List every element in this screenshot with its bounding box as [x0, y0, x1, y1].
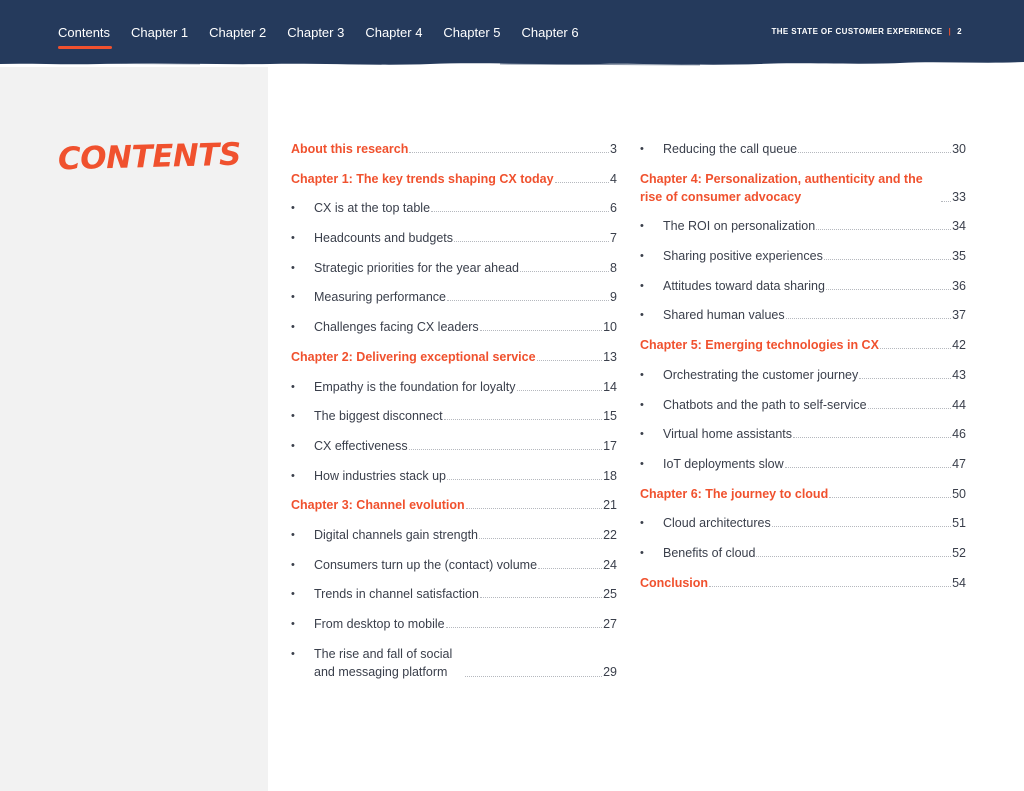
toc-section-link[interactable]	[291, 288, 617, 306]
toc-section-link[interactable]	[640, 306, 966, 324]
toc-chapter-link[interactable]	[291, 348, 617, 366]
toc-entry-label: • CX is at the top table	[314, 201, 431, 216]
tab-contents[interactable]: Contents	[58, 25, 110, 46]
toc-dot-leader	[816, 229, 951, 230]
tab-chapter-3[interactable]: Chapter 3	[287, 25, 345, 40]
toc-entry-label: Chapter 6: The journey to cloud	[640, 486, 829, 501]
brush-stroke-divider	[0, 58, 1024, 67]
toc-page-number: 25	[603, 587, 617, 602]
toc-page-number: 22	[603, 527, 617, 542]
toc-dot-leader	[409, 449, 603, 450]
chapter-tabs	[58, 25, 600, 46]
toc-dot-leader	[447, 300, 609, 301]
toc-page-number: 51	[952, 516, 966, 531]
toc-entry-label: • Challenges facing CX leaders	[314, 320, 479, 335]
document-title-text: THE STATE OF CUSTOMER EXPERIENCE	[771, 27, 943, 36]
toc-page-number: 14	[603, 379, 617, 394]
toc-section-link[interactable]	[291, 407, 617, 425]
toc-entry-label: • Reducing the call queue	[663, 142, 798, 156]
toc-page-number: 9	[610, 290, 617, 305]
toc-entry-label: • Benefits of cloud	[663, 545, 756, 560]
toc-section-link[interactable]	[291, 556, 617, 574]
toc-entry-label: • Chatbots and the path to self-service	[663, 397, 867, 412]
toc-chapter-link[interactable]	[640, 336, 966, 354]
toc-dot-leader	[798, 152, 951, 153]
toc-dot-leader	[537, 360, 603, 361]
toc-dot-leader	[709, 586, 951, 587]
toc-dot-leader	[465, 676, 602, 677]
toc-chapter-link[interactable]	[640, 170, 966, 206]
toc-section-link[interactable]	[291, 526, 617, 544]
toc-dot-leader	[517, 390, 603, 391]
page-title: CONTENTS	[57, 136, 242, 178]
toc-dot-leader	[880, 348, 951, 349]
toc-chapter-link[interactable]	[291, 170, 617, 188]
tab-chapter-1[interactable]: Chapter 1	[131, 25, 189, 40]
toc-dot-leader	[829, 497, 951, 498]
toc-entry-label: Conclusion	[640, 575, 709, 590]
toc-dot-leader	[431, 211, 609, 212]
toc-page-number: 42	[952, 338, 966, 353]
toc-dot-leader	[520, 271, 609, 272]
toc-entry-label: Chapter 3: Channel evolution	[291, 498, 465, 513]
toc-section-link[interactable]	[291, 437, 617, 455]
toc-page-number: 21	[603, 498, 617, 513]
toc-dot-leader	[555, 182, 609, 183]
toc-page-number: 13	[603, 349, 617, 364]
title-separator: |	[948, 27, 952, 36]
toc-entry-label: • Orchestrating the customer journey	[663, 367, 859, 382]
toc-chapter-link[interactable]	[640, 574, 966, 592]
toc-page-number: 7	[610, 231, 617, 246]
toc-dot-leader	[756, 556, 951, 557]
toc-page-number: 30	[952, 142, 966, 156]
tab-chapter-5[interactable]: Chapter 5	[443, 25, 501, 40]
toc-section-link[interactable]	[291, 467, 617, 485]
toc-page-number: 54	[952, 575, 966, 590]
toc-section-link[interactable]	[640, 514, 966, 532]
toc-dot-leader	[941, 201, 951, 202]
toc-page-number: 15	[603, 409, 617, 424]
toc-entry-label: Chapter 4: Personalization, authenticity and the rise of consumer advocacy	[640, 171, 923, 204]
toc-entry-label: • The ROI on personalization	[663, 219, 816, 234]
toc-entry-label: • IoT deployments slow	[663, 456, 784, 471]
toc-section-link[interactable]	[291, 229, 617, 247]
toc-section-link[interactable]	[640, 366, 966, 384]
toc-page-number: 33	[952, 189, 966, 204]
toc-column-left	[291, 140, 617, 692]
toc-page-number: 36	[952, 278, 966, 293]
toc-entry-label: • Consumers turn up the (contact) volume	[314, 557, 538, 572]
page-number: 2	[957, 27, 962, 36]
toc-entry-label: • The rise and fall of social and messaging platform	[314, 646, 453, 679]
toc-page-number: 8	[610, 260, 617, 275]
toc-entry-label: • Digital channels gain strength	[314, 527, 478, 542]
toc-entry-label: • Strategic priorities for the year ahead	[314, 260, 519, 275]
toc-section-link[interactable]	[291, 199, 617, 217]
toc-dot-leader	[538, 568, 602, 569]
toc-section-link[interactable]	[640, 247, 966, 265]
toc-dot-leader	[479, 538, 602, 539]
toc-dot-leader	[868, 408, 952, 409]
toc-dot-leader	[409, 152, 609, 153]
toc-section-link[interactable]	[291, 378, 617, 396]
toc-dot-leader	[793, 437, 951, 438]
toc-entry-label: • Attitudes toward data sharing	[663, 278, 825, 293]
toc-page-number: 35	[952, 249, 966, 264]
toc-dot-leader	[480, 597, 602, 598]
toc-entry-label: • Sharing positive experiences	[663, 249, 823, 264]
toc-entry-label: • How industries stack up	[314, 468, 447, 483]
document-title	[771, 27, 962, 36]
toc-page-number: 46	[952, 427, 966, 442]
tab-chapter-6[interactable]: Chapter 6	[521, 25, 579, 40]
toc-entry-label: • Trends in channel satisfaction	[314, 587, 479, 602]
toc-entry-label: • From desktop to mobile	[314, 617, 445, 631]
toc-dot-leader	[859, 378, 951, 379]
toc-chapter-link[interactable]	[640, 485, 966, 503]
toc-dot-leader	[480, 330, 602, 331]
tab-chapter-2[interactable]: Chapter 2	[209, 25, 267, 40]
toc-page-number: 18	[603, 468, 617, 483]
toc-section-link[interactable]	[291, 615, 617, 633]
toc-dot-leader	[826, 289, 951, 290]
toc-entry-label: Chapter 2: Delivering exceptional service	[291, 349, 536, 364]
toc-dot-leader	[444, 419, 603, 420]
toc-page-number: 24	[603, 557, 617, 572]
toc-page-number: 10	[603, 320, 617, 335]
toc-dot-leader	[772, 526, 951, 527]
toc-entry-label: About this research	[291, 142, 409, 156]
toc-entry-label: Chapter 1: The key trends shaping CX today	[291, 171, 554, 186]
toc-dot-leader	[786, 318, 951, 319]
toc-entry-label: • Shared human values	[663, 308, 785, 323]
toc-entry-label: • Empathy is the foundation for loyalty	[314, 379, 516, 394]
toc-dot-leader	[466, 508, 602, 509]
toc-page-number: 17	[603, 438, 617, 453]
toc-entry-label: • Cloud architectures	[663, 516, 771, 531]
toc-entry-label: Chapter 5: Emerging technologies in CX	[640, 338, 879, 353]
toc-page-number: 47	[952, 456, 966, 471]
toc-page-number: 4	[610, 171, 617, 186]
toc-entry-label: • Virtual home assistants	[663, 427, 792, 442]
toc-dot-leader	[824, 259, 951, 260]
toc-section-link[interactable]	[640, 544, 966, 562]
toc-section-link[interactable]	[291, 645, 617, 681]
toc-section-link[interactable]	[640, 140, 966, 158]
toc-page-number: 37	[952, 308, 966, 323]
toc-section-link[interactable]	[640, 217, 966, 235]
toc-section-link[interactable]	[640, 425, 966, 443]
toc-page-number: 34	[952, 219, 966, 234]
toc-page-number: 50	[952, 486, 966, 501]
toc-column-right	[640, 140, 966, 603]
toc-section-link[interactable]	[640, 277, 966, 295]
toc-section-link[interactable]	[640, 455, 966, 473]
toc-page-number: 43	[952, 367, 966, 382]
toc-dot-leader	[454, 241, 609, 242]
toc-chapter-link[interactable]	[291, 496, 617, 514]
toc-entry-label: • The biggest disconnect	[314, 409, 443, 424]
toc-dot-leader	[446, 627, 602, 628]
left-panel	[0, 67, 268, 791]
toc-page-number: 29	[603, 664, 617, 679]
toc-section-link[interactable]	[640, 396, 966, 414]
toc-page-number: 27	[603, 617, 617, 631]
toc-section-link[interactable]	[291, 259, 617, 277]
toc-page-number: 52	[952, 545, 966, 560]
toc-entry-label: • CX effectiveness	[314, 438, 408, 453]
toc-page-number: 3	[610, 142, 617, 156]
toc-dot-leader	[447, 479, 602, 480]
toc-entry-label: • Measuring performance	[314, 290, 447, 305]
toc-page-number: 44	[952, 397, 966, 412]
toc-page-number: 6	[610, 201, 617, 216]
toc-section-link[interactable]	[291, 318, 617, 336]
toc-section-link[interactable]	[291, 585, 617, 603]
tab-chapter-4[interactable]: Chapter 4	[365, 25, 423, 40]
toc-chapter-link[interactable]	[291, 140, 617, 158]
toc-entry-label: • Headcounts and budgets	[314, 231, 453, 246]
toc-dot-leader	[785, 467, 951, 468]
